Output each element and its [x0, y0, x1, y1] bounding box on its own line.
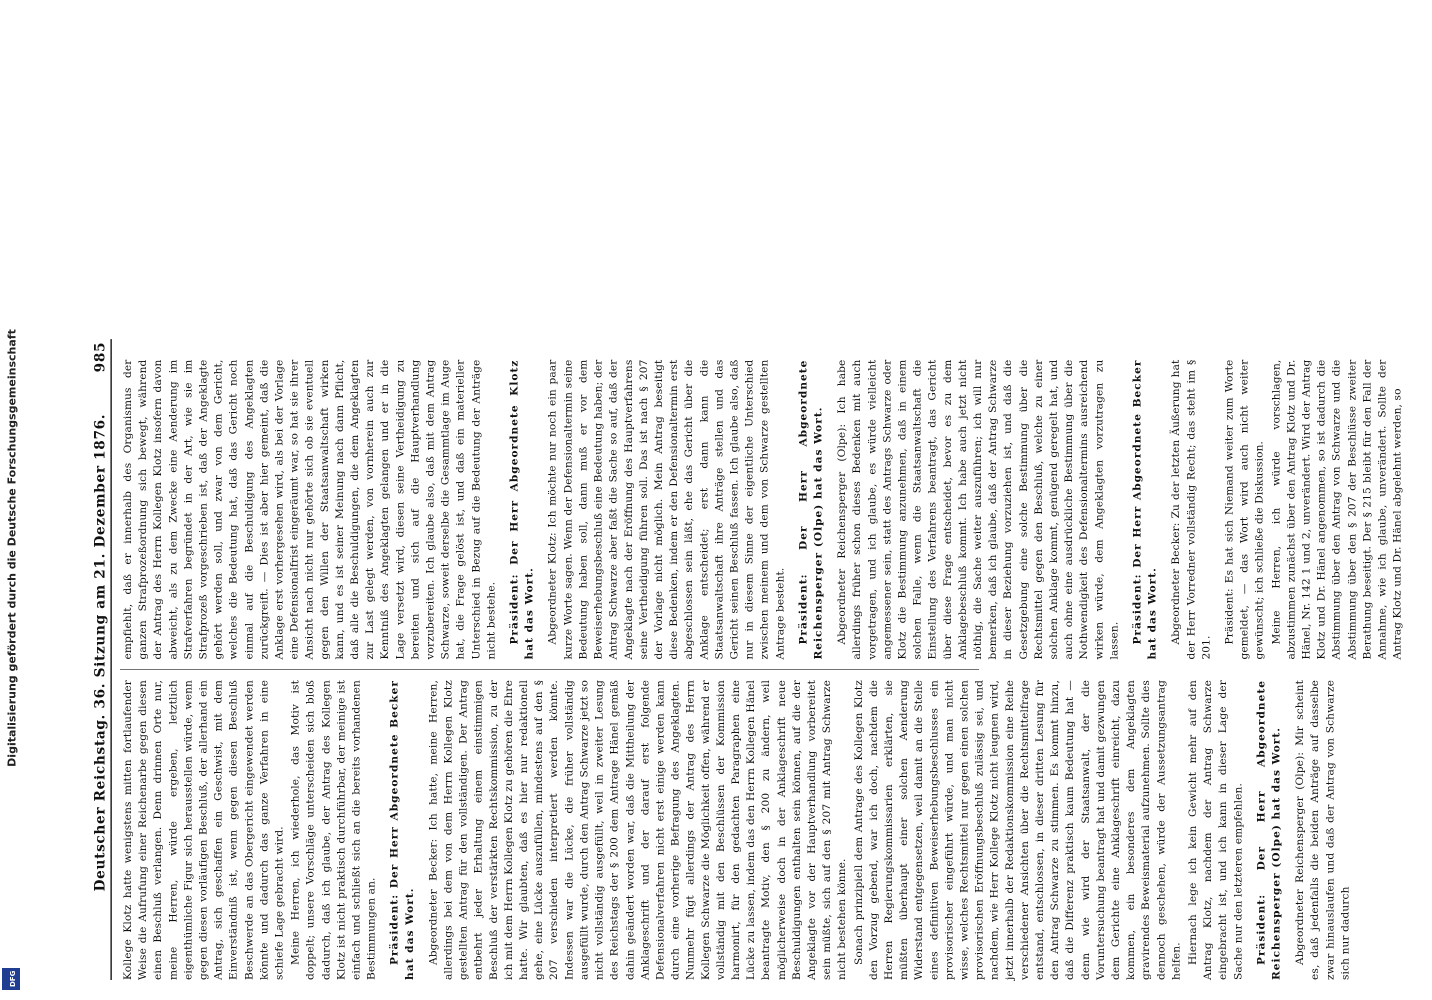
attribution-strip [0, 0, 24, 1000]
speaker-line: Präsident: Der Herr Abgeordnete Klotz hat das Wort. [507, 359, 536, 660]
paragraph: Abgeordneter Klotz: Ich möchte nur noch ein paar kurze Worte sagen. Wenn der Defensionaltermin seine Bedeutung haben soll, dann muß er vor dem Beweiserhebungsbeschluß eine Bedeutung haben; der Antrag Schwarze aber faßt die Sache so auf, daß der Angeklagte nach der Eröffnung des Hauptverfahrens seine Vertheidigung führen soll. Das ist nach § 207 der Vorlage nicht möglich. Mein Antrag beseitigt diese Bedenken, indem er den Defensionaltermin erst abgeschlossen sein läßt, ehe das Gericht über die Anklage entscheidet; erst dann kann die Staatsanwaltschaft ihre Anträge stellen und das Gericht seinen Beschluß fassen. Ich glaube also, daß nur in diesem Sinne der eigentliche Unterschied zwischen meinem und dem von Schwarze gestellten Antrage besteht. [546, 359, 786, 660]
attribution-text: Digitalisierung gefördert durch die Deutsche Forschungsgemeinschaft [5, 329, 19, 767]
spacer [1123, 360, 1130, 660]
paragraph: Abgeordneter Becker: Ich hatte, meine Herren, allerdings bei dem von dem Herrn Kollegen Klotz gestellten Antrag für den vollständigen. Der Antrag entbehrt jeder Erhaltung einem einstimmigen Beschluß der verstärkten Rechtskommission, zu der ich mit dem Herrn Kollegen Klotz zu gehören die Ehre hatte. Wir glaubten, daß es hier nur redaktionell gehe, eine Lücke auszufüllen, mindestens auf den § 207 verschieden interpretiert werden könnte. Indessen war die Lücke, die früher vollständig ausgefüllt wurde, durch den Antrag Schwarze jetzt so nicht vollständig ausgefüllt, weil in zweiter Lesung des Reichstags der § 200 dem Antrage Hänel gemäß dahin geändert worden war, daß die Mittheilung der Anklageschrift und der darauf erst folgende Defensionalverfahren nicht erst einige werden kann durch eine vorherige Befragung des Angeklagten. Nunmehr fügt allerdings der Antrag des Herrn Kollegen Schwarze die Möglichkeit offen, während er vollständig mit den Beschlüssen der Kommission harmonirt, für den gedachten Paragraphen eine Lücke zu lassen, indem das den Herrn Kollegen Hänel beantragte Motiv, den § 200 zu ändern, weil möglicherweise doch in der Anklageschrift neue Beschuldigungen enthalten sein können, auf die der Angeklagte vor der Hauptverhandlung vorbereitet sein müßte, sich auf den § 207 mit Antrag Schwarze nicht bestehen könne. [426, 680, 848, 980]
spacer [500, 360, 507, 660]
spacer [827, 360, 834, 660]
spacer [1161, 360, 1168, 660]
speaker-line: Präsident: Der Herr Abgeordnete Becker hat das Wort. [387, 680, 416, 980]
running-header [90, 339, 112, 980]
paragraph: empfiehlt, daß er innerhalb des Organismus der ganzen Strafprozeßordnung sich bewegt, während der Antrag des Herrn Kollegen Klotz insofern davon abweicht, als zu dem Zwecke eine Aenderung im Strafverfahren begründet in der Art, wie sie im Strafprozeß vorgeschrieben ist, daß der Angeklagte gehört werden soll, und zwar von dem Gericht, welches die Bedeutung hat, daß das Gericht noch einmal auf die Beschuldigung des Angeklagten zurückgreift. — Dies ist aber hier gemeint, daß die Anklage erst vorhergesehen wird, als bei der Vorlage eine Defensionalfrist eingeräumt war, so hat sie ihrer Ansicht nach nicht nur gehörte sich ob sie eventuell gegen den Willen der Staatsanwaltschaft wirken kann, und es ist seiner Meinung nach dann Pflicht, daß alle die Beschuldigungen, die dem Angeklagten zur Last gelegt werden, von vornherein auch zur Kenntniß des Angeklagten gelangen und er in die Lage versetzt wird, diesen seine Vertheidigung zu bereiten und sich auf die Hauptverhandlung vorzubereiten. Ich glaube also, daß mit dem Antrag Schwarze, soweit derselbe die Gesammtlage im Auge hat, die Frage gelöst ist, und daß ein materieller Unterschied in Bezug auf die Bedeutung der Anträge nicht bestehe. [121, 359, 497, 660]
paragraph: Abgeordneter Reichensperger (Olpe): Ich habe allerdings früher schon dieses Bedenken mit auch vorgetragen, und ich glaube, es würde vielleicht angemessener sein, statt des Antrags Schwarze oder Klotz die Bestimmung anzunehmen, daß in einem solchen Falle, wenn die Staatsanwaltschaft die Einstellung des Verfahrens beantragt, das Gericht über diese Frage entscheidet, bevor es zu dem Anklagebeschluß kommt. Ich habe auch jetzt nicht nöthig, die Sache weiter auszuführen; ich will nur bemerken, daß ich glaube, daß der Antrag Schwarze in dieser Beziehung vorzuziehen ist, und daß die Gesetzgebung eine solche Bestimmung über die Rechtsmittel gegen den Beschluß, welche zu einer solchen Anklage kommt, genügend geregelt hat, und auch ohne eine ausdrückliche Bestimmung über die Nothwendigkeit des Defensionaltermins ausreichend wirken würde, dem Angeklagten vorzutragen zu lassen. [835, 359, 1121, 660]
page-number: 985 [91, 341, 108, 373]
spacer [789, 360, 796, 660]
paragraph: Hiernach lege ich kein Gewicht mehr auf den Antrag Klotz, nachdem der Antrag Schwarze eingebracht ist, und ich kann in dieser Lage der Sache nur den letzteren empfehlen. [1186, 680, 1245, 980]
paragraph: Kollege Klotz hatte wenigstens mitten fortlaufender Weise die Aufrufung einer Reichenarbe gegen diesen einen Beschluß verlangen. Denn drinnen Orte nur, meine Herren, würde ergeben, letztlich eigenthümliche Figur sich herausstellen würde, wenn gegen diesen vorläufigen Beschluß, der allerhand ein Antrag, sich geschaffen ein Geschwist, mit dem Einverständniß ist, wenn gegen diesen Beschluß Beschwerde an das Obergericht eingewendet werden könnte und dadurch das ganze Verfahren in eine schiefe Lage gebracht wird. [121, 680, 286, 980]
spacer [538, 360, 545, 660]
paragraph: Präsident: Es hat sich Niemand weiter zum Worte gemeldet, — das Wort wird auch nicht weiter gewünscht; ich schließe die Diskussion. [1223, 359, 1266, 660]
speaker-line: Präsident: Der Herr Abgeordnete Becker hat das Wort. [1130, 359, 1159, 660]
spacer [380, 680, 387, 980]
paragraph: Meine Herren, ich wiederhole, das Motiv ist doppelt; unsere Vorschläge unterscheiden sich bloß dadurch, daß ich glaube, der Antrag des Kollegen Klotz ist nicht praktisch durchführbar, der meinige ist einfach und schließt sich an die bereits vorhandenen Bestimmungen an. [289, 680, 378, 980]
column-divider [120, 669, 979, 670]
spacer [419, 680, 426, 980]
spacer [1247, 680, 1254, 980]
spacer [1285, 680, 1292, 980]
speaker-line: Präsident: Der Herr Abgeordnete Reichensperger (Olpe) hat das Wort. [796, 359, 825, 660]
dfg-logo: DFG [2, 968, 20, 990]
speaker-line: Präsident: Der Herr Abgeordnete Reichensperger (Olpe) hat das Wort. [1254, 680, 1283, 980]
paragraph: Abgeordneter Reichensperger (Olpe): Mir scheint es, daß jedenfalls die beiden Anträge auf dasselbe zwar hinauslaufen und daß der Antrag von Schwarze sich nur dadurch [1293, 680, 1352, 980]
left-column [120, 680, 1352, 980]
right-column [120, 359, 1404, 660]
paragraph: Sonach prinzipiell dem Antrage des Kollegen Klotz den Vorzug gebend, war ich doch, nachdem die Herren Regierungskommissarien erklärten, sie müßten überhaupt einer solchen Aenderung Widerstand entgegensetzen, weil damit an die Stelle eines definitiven Beweiserhebungsbeschlusses ein provisorischer eingeführt würde, und man nicht wisse, welches Rechtsmittel nur gegen einen solchen provisorischen Eröffnungsbeschluß zulässig sei, und nachdem, wie Herr Kollege Klotz nicht leugnen wird, jetzt innerhalb der Redaktionskommission eine Reihe verschiedener Ansichten über die Rechtsmittelfrage entstand, entschlossen, in dieser dritten Lesung für den Antrag Schwarze zu stimmen. Es kommt hinzu, daß die Differenz praktisch kaum Bedeutung hat — denn wie wird der Staatsanwalt, der die Voruntersuchung beantragt hat und damit gezwungen dem Gerichte eine Anklageschrift einreicht, dazu kommen, ein besonderes dem Angeklagten gravirendes Beweismaterial aufzunehmen. Sollte dies dennoch geschehen, würde der Aussetzungsantrag helfen. [851, 680, 1183, 980]
spacer [1215, 360, 1222, 660]
paragraph: Abgeordneter Becker: Zu der letzten Äußerung hat der Herr Vorredner vollständig Recht; das steht im § 201. [1169, 359, 1213, 660]
paragraph: Meine Herren, ich würde vorschlagen, abzustimmen zunächst über den Antrag Klotz und Dr. Hänel, Nr. 142 1 und 2, unverändert. Wird der Antrag Klotz und Dr. Hänel angenommen, so ist dadurch die Abstimmung über den Antrag von Schwarze und die Abstimmung über den § 207 der Beschlüsse zweiter Berathung beseitigt. Der § 215 bleibt für den Fall der Annahme, wie ich glaube, unverändert. Sollte der Antrag Klotz und Dr. Hänel abgelehnt werden, so [1269, 359, 1404, 660]
scanned-page [90, 339, 1404, 980]
header-title: Deutscher Reichstag. 36. Sitzung am 21. Dezember 1876. [91, 413, 108, 892]
